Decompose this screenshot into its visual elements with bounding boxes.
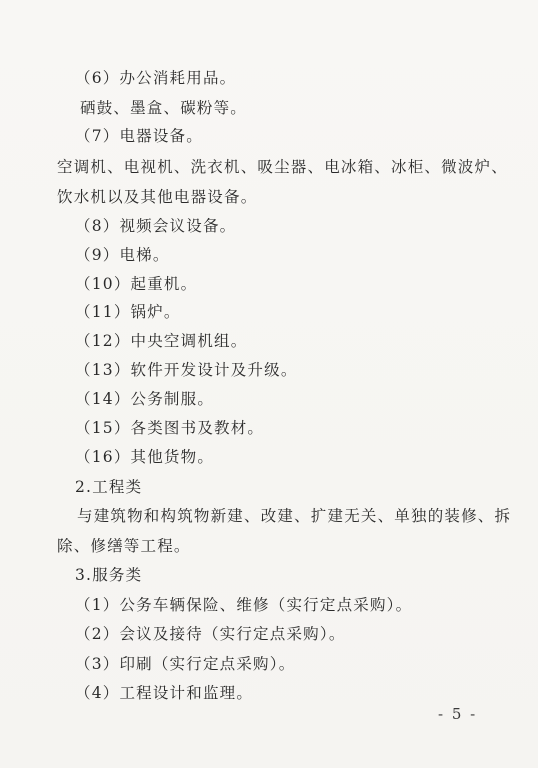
- text-line: （12）中央空调机组。: [75, 332, 248, 350]
- text-line: （15）各类图书及教材。: [75, 419, 265, 437]
- text-line: （1）公务车辆保险、维修（实行定点采购）。: [75, 596, 413, 614]
- text-line: （6）办公消耗用品。: [75, 69, 237, 87]
- text-line: （9）电梯。: [75, 246, 170, 264]
- text-line: 与建筑物和构筑物新建、改建、扩建无关、单独的装修、拆: [77, 507, 512, 525]
- text-line: （8）视频会议设备。: [75, 217, 237, 235]
- text-line: （4）工程设计和监理。: [75, 684, 254, 702]
- text-line: 硒鼓、墨盒、碳粉等。: [80, 99, 248, 117]
- text-line: 除、修缮等工程。: [57, 537, 191, 555]
- text-line: （10）起重机。: [75, 275, 198, 293]
- page-number: - 5 -: [438, 705, 478, 723]
- text-line: （11）锅炉。: [75, 303, 181, 321]
- text-line: 空调机、电视机、洗衣机、吸尘器、电冰箱、冰柜、微波炉、: [57, 158, 508, 176]
- section-heading: 2.工程类: [75, 478, 143, 496]
- text-line: 饮水机以及其他电器设备。: [57, 188, 258, 206]
- text-line: （13）软件开发设计及升级。: [75, 361, 298, 379]
- text-line: （3）印刷（实行定点采购）。: [75, 655, 296, 673]
- text-line: （7）电器设备。: [75, 127, 203, 145]
- section-heading: 3.服务类: [75, 566, 143, 584]
- text-line: （16）其他货物。: [75, 448, 215, 466]
- text-line: （2）会议及接待（实行定点采购）。: [75, 625, 346, 643]
- text-line: （14）公务制服。: [75, 390, 215, 408]
